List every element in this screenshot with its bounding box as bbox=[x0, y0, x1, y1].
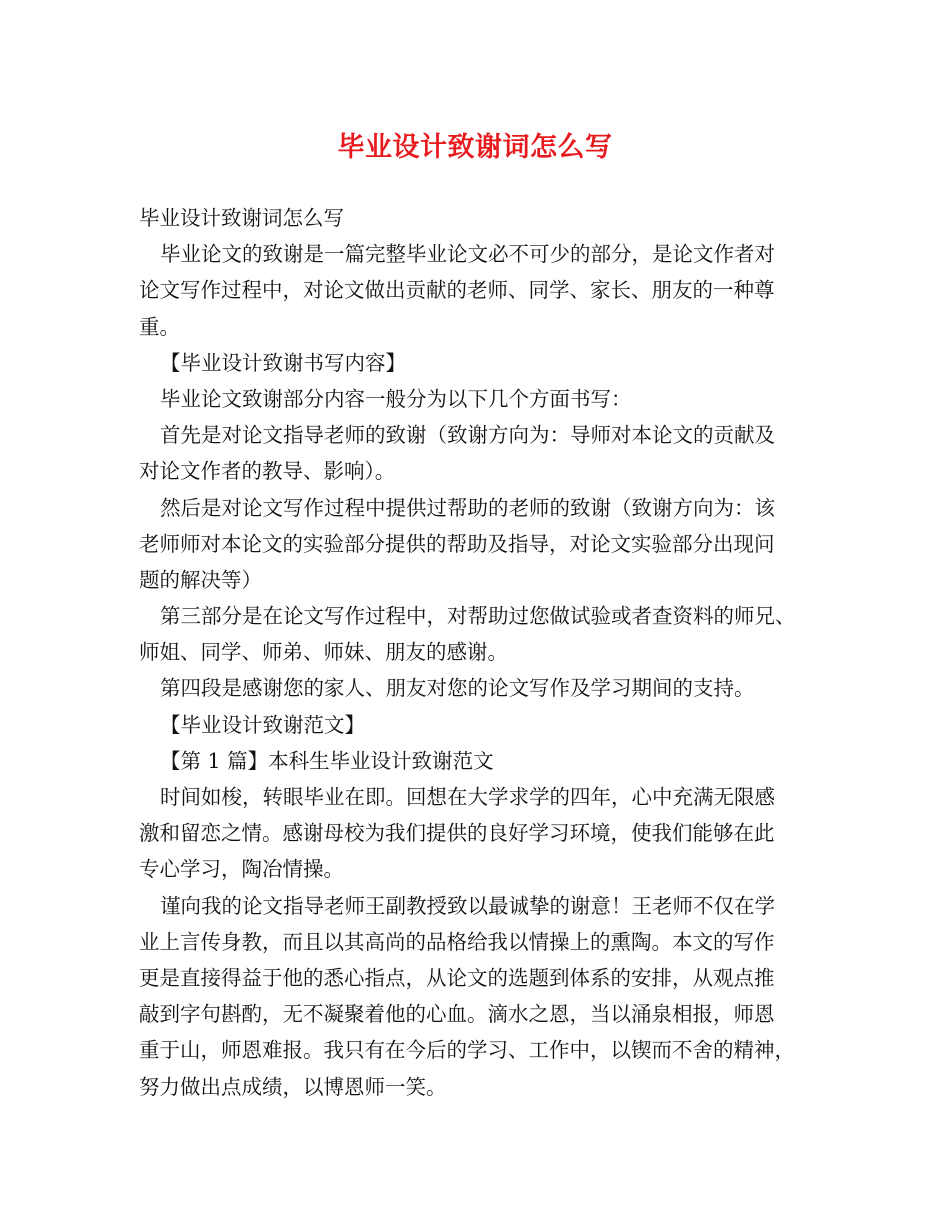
text-line: 重。 bbox=[139, 314, 180, 339]
text-line: 激和留恋之情。感谢母校为我们提供的良好学习环境，使我们能够在此 bbox=[139, 821, 775, 846]
text-line: 毕业论文的致谢是一篇完整毕业论文必不可少的部分，是论文作者对 bbox=[160, 242, 775, 267]
text-line: 谨向我的论文指导老师王副教授致以最诚挚的谢意！王老师不仅在学 bbox=[160, 893, 775, 918]
text-line: 努力做出点成绩，以博恩师一笑。 bbox=[139, 1074, 447, 1099]
text-line: 师姐、同学、师弟、师妹、朋友的感谢。 bbox=[139, 640, 508, 665]
text-line: 重于山，师恩难报。我只有在今后的学习、工作中，以锲而不舍的精神， bbox=[139, 1038, 795, 1063]
text-line: 毕业设计致谢词怎么写 bbox=[139, 206, 344, 230]
text-line: 老师师对本论文的实验部分提供的帮助及指导，对论文实验部分出现问 bbox=[139, 531, 775, 556]
text-line: 对论文作者的教导、影响）。 bbox=[139, 459, 396, 484]
document-body bbox=[139, 200, 829, 1105]
text-line: 第三部分是在论文写作过程中，对帮助过您做试验或者查资料的师兄、 bbox=[160, 604, 796, 629]
text-line: 【毕业设计致谢书写内容】 bbox=[160, 350, 406, 375]
text-line: 首先是对论文指导老师的致谢（致谢方向为：导师对本论文的贡献及 bbox=[160, 423, 775, 448]
text-line: 毕业论文致谢部分内容一般分为以下几个方面书写： bbox=[160, 386, 632, 411]
text-line: 题的解决等） bbox=[139, 567, 262, 592]
text-line: 【第 1 篇】本科生毕业设计致谢范文 bbox=[160, 748, 494, 773]
text-line: 论文写作过程中，对论文做出贡献的老师、同学、家长、朋友的一种尊 bbox=[139, 278, 775, 303]
text-line: 【毕业设计致谢范文】 bbox=[160, 712, 365, 737]
text-line: 更是直接得益于他的悉心指点，从论文的选题到体系的安排，从观点推 bbox=[139, 965, 775, 990]
text-line: 敲到字句斟酌，无不凝聚着他的心血。滴水之恩，当以涌泉相报，师恩 bbox=[139, 1002, 775, 1027]
text-line: 然后是对论文写作过程中提供过帮助的老师的致谢（致谢方向为：该 bbox=[160, 495, 775, 520]
text-line: 时间如梭，转眼毕业在即。回想在大学求学的四年，心中充满无限感 bbox=[160, 785, 775, 809]
document-title: 毕业设计致谢词怎么写 bbox=[337, 132, 613, 163]
text-line: 第四段是感谢您的家人、朋友对您的论文写作及学习期间的支持。 bbox=[160, 676, 755, 701]
text-line: 专心学习，陶冶情操。 bbox=[139, 857, 344, 882]
text-line: 业上言传身教，而且以其高尚的品格给我以情操上的熏陶。本文的写作 bbox=[139, 929, 775, 954]
